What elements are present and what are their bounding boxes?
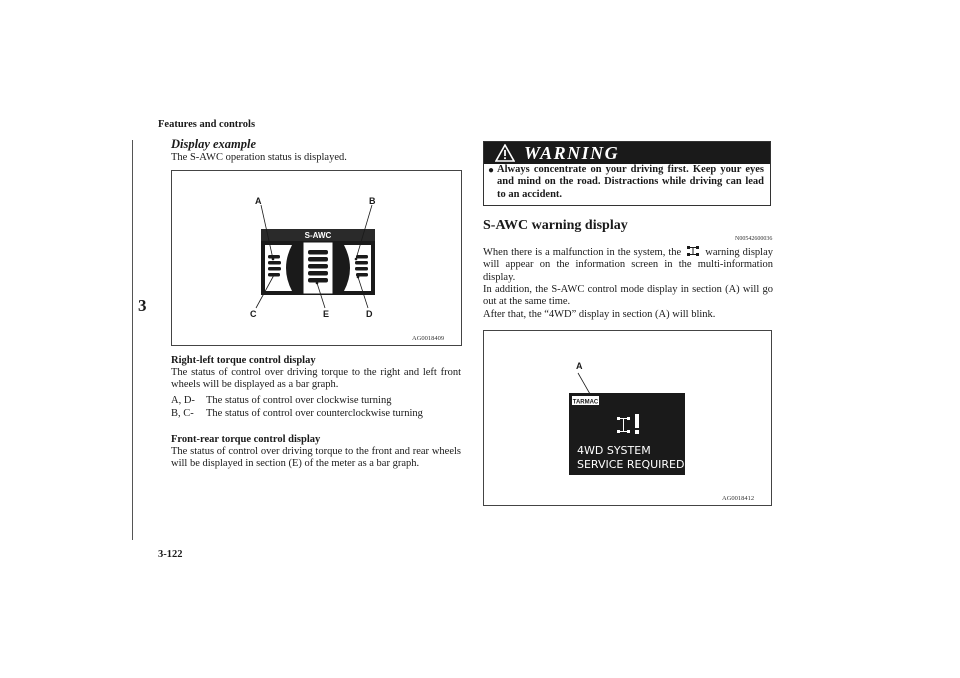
para-after-icon: warning display will appear on the information screen in the multi-information display. xyxy=(483,247,773,283)
bullet-icon: ● xyxy=(488,165,495,176)
figure-code: AG0018412 xyxy=(722,495,755,502)
legend-row xyxy=(171,408,423,419)
legend-key: B, C- xyxy=(171,408,194,419)
section-paragraph-2: In addition, the S-AWC control mode display in section (A) will go out at the same time. xyxy=(483,284,773,308)
para-before-icon: When there is a malfunction in the system, the xyxy=(483,247,682,258)
callout-a-screen: A xyxy=(576,361,583,371)
display-label: S-AWC xyxy=(304,231,332,240)
figure-code: AG0018409 xyxy=(412,335,445,342)
intro-text: The S-AWC operation status is displayed. xyxy=(171,152,347,163)
legend-text: The status of control over clockwise turning xyxy=(206,395,392,406)
section-code: N00542600036 xyxy=(735,236,773,242)
fr-heading: Front-rear torque control display xyxy=(171,434,321,445)
subtitle-display-example: Display example xyxy=(171,137,257,151)
callout-a: A xyxy=(255,196,262,206)
rl-body: The status of control over driving torque to the right and left front wheels will be displayed as a bar graph. xyxy=(171,367,461,391)
figure-4wd-warning xyxy=(483,330,772,506)
warning-title: WARNING xyxy=(524,143,620,163)
page-number: 3-122 xyxy=(158,549,183,560)
fr-body: The status of control over driving torque to the front and rear wheels will be displayed in section (E) of the meter as a bar graph. xyxy=(171,446,461,470)
running-header: Features and controls xyxy=(158,119,256,130)
warning-header xyxy=(484,142,771,164)
figure-s-awc-display xyxy=(171,170,462,346)
warning-triangle-icon xyxy=(495,144,515,162)
callout-e: E xyxy=(323,309,330,319)
callout-d: D xyxy=(366,309,373,319)
section-paragraph xyxy=(483,245,773,284)
legend-key: A, D- xyxy=(171,395,195,406)
screen-line-1: 4WD SYSTEM xyxy=(577,444,651,457)
chapter-tab: 3 xyxy=(138,296,147,315)
s-awc-display-illustration xyxy=(172,171,463,347)
mode-label: TARMAC xyxy=(572,399,599,406)
section-title: S-AWC warning display xyxy=(483,218,628,233)
screen-line-2: SERVICE REQUIRED xyxy=(577,458,685,471)
info-screen-illustration xyxy=(484,331,773,507)
chapter-divider xyxy=(132,140,133,540)
section-paragraph-3: After that, the “4WD” display in section (A) will blink. xyxy=(483,309,716,320)
legend-row xyxy=(171,395,391,406)
callout-c: C xyxy=(250,309,257,319)
warning-text: Always concentrate on your driving first. Keep your eyes and mind on the road. Distractions while driving can lead to an accident. xyxy=(497,164,764,200)
drivetrain-warning-icon xyxy=(686,245,700,257)
callout-b: B xyxy=(369,196,376,206)
rl-heading: Right-left torque control display xyxy=(171,355,316,366)
legend-text: The status of control over counterclockwise turning xyxy=(206,408,423,419)
